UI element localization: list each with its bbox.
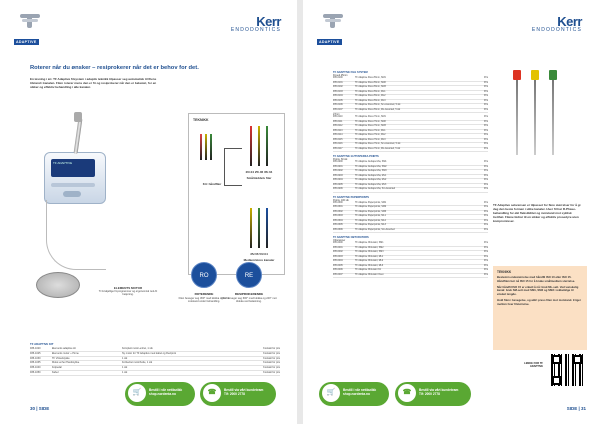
cell-code: 935-1035 <box>30 361 41 365</box>
table-cell: 935-0402 <box>333 251 343 253</box>
section-title: TF ADAPTIVE PAPERPOINTS <box>333 195 370 199</box>
table-cell: 935-0100 <box>333 77 343 79</box>
table-cell: Pris <box>484 188 488 190</box>
table-cell: 935-0406 <box>333 269 343 271</box>
teknikk-title: TEKNIKK <box>497 270 512 274</box>
file-icon <box>210 134 212 160</box>
table-cell: TF Adaptive Paperpoints, SM3 <box>355 210 387 213</box>
table-cell: Pris <box>484 129 488 132</box>
table-row <box>30 371 280 376</box>
table-cell: Pris <box>484 125 488 127</box>
cell-code: 935-1020 <box>30 347 41 350</box>
table-cell: TF Adaptive Files 25mm, SM1 <box>355 77 386 79</box>
table-row <box>333 229 488 234</box>
green-file-shaft <box>552 80 554 155</box>
table-cell: TF Adaptive Obturator, SM2 <box>355 246 384 249</box>
table-cell: Pris <box>484 201 488 204</box>
table-cell: TF Adaptive Paperpoints, SM2 <box>355 206 387 208</box>
section-subtitle: Obturatorer <box>333 239 346 242</box>
left-page <box>0 0 297 424</box>
table-cell: TF Adaptive Guttapercha, SM3 <box>355 170 387 172</box>
table-cell: Pris <box>484 165 488 168</box>
table-cell: Pris <box>484 99 488 102</box>
table-cell: TF Adaptive Files 27mm, ML1 <box>355 129 386 132</box>
table-cell: 935-0116 <box>333 143 343 145</box>
table-cell: TF Adaptive Files 27mm, ML-Assorted, 5 stk <box>355 147 401 150</box>
table-cell: 935-0117 <box>333 147 343 150</box>
table-cell: 935-0407 <box>333 273 343 276</box>
section-subtitle: Points, 100 stk <box>333 198 349 202</box>
table-cell: Pris <box>484 86 488 88</box>
table-cell: TF Adaptive Obturator, SM1 <box>355 242 384 244</box>
team-label: Bestill via vårt kundeteam <box>419 388 459 392</box>
qr-label: LENKE FOR TF ADAPTIVE <box>524 362 543 369</box>
file-icon <box>266 208 268 248</box>
table-cell: Pris <box>484 210 488 213</box>
table-cell: 935-0400 <box>333 242 343 244</box>
table-cell: 935-0201 <box>333 165 343 168</box>
table-cell: TF Adaptive Files 25mm, ML-Assorted, 5 stk <box>355 108 401 111</box>
table-cell: TF Adaptive Paperpoints, ML2 <box>355 219 386 222</box>
tf-badge: ADAPTIVE <box>319 40 340 44</box>
table-cell: TF Adaptive Obturator Kit <box>355 269 381 271</box>
tf-badge: ADAPTIVE <box>16 40 37 44</box>
table-cell: Pris <box>484 269 488 271</box>
table-cell: TF Adaptive Files 27mm, SM1 <box>355 116 386 118</box>
table-cell: 935-0306 <box>333 228 343 231</box>
team-sub: Tlf: 2000 2778 <box>224 392 245 396</box>
tf-adaptive-logo <box>317 14 353 48</box>
table-cell: TF Adaptive Guttapercha, ML2 <box>355 179 387 181</box>
table-cell: 935-0105 <box>333 99 343 102</box>
table-cell: TF Adaptive Paperpoints, SM1 <box>355 201 387 204</box>
table-cell: 935-0304 <box>333 219 343 222</box>
rotating-title: ROTERENDE <box>194 292 214 296</box>
table-cell: Pris <box>484 116 488 118</box>
table-cell: TF Adaptive Guttapercha, ML1 <box>355 174 387 177</box>
sizes-medium: 35/.06 50/.04 <box>250 252 268 256</box>
kit-label: Kit: håndfiler <box>202 182 222 186</box>
reciprocating-title: RESIPROKERENDE <box>234 292 264 296</box>
table-cell: TF Adaptive Guttapercha, ML3 <box>355 183 387 186</box>
table-cell: TF Adaptive Obturator, SM3 <box>355 251 384 253</box>
table-cell: 935-0305 <box>333 224 343 226</box>
shop-button[interactable] <box>125 382 195 406</box>
table-cell: 935-0204 <box>333 179 343 181</box>
table-cell: TF Adaptive Obturator, ML1 <box>355 255 384 258</box>
table-cell: 935-0302 <box>333 210 343 213</box>
table-cell: 935-0303 <box>333 215 343 217</box>
teknikk-p3: Hold filen i bevegelse, og aldri press filen mot motstand. Irriger mellom hver filstørrelse. <box>497 297 581 306</box>
table-cell: 935-0206 <box>333 188 343 190</box>
kerr-sub: ENDODONTICS <box>230 27 281 33</box>
section-subtitle: 27mm <box>333 113 340 116</box>
table-cell: Pris <box>484 95 488 97</box>
small-label: Små/middels filer <box>246 176 272 180</box>
cell-code: 935-1040 <box>30 366 41 370</box>
page-number: SIDE | 31 <box>566 406 586 411</box>
cart-icon: 🛒 <box>128 384 146 402</box>
elements-motor-caption <box>96 286 160 297</box>
sizes-small: 20/.04 25/.06 35/.04 <box>245 170 273 174</box>
table-cell: Pris <box>484 170 488 172</box>
table-cell: 935-0112 <box>333 125 343 127</box>
table-cell: TF Adaptive Paperpoints, ML3 <box>355 224 386 226</box>
device-body <box>44 152 106 204</box>
table-cell: Pris <box>484 77 488 79</box>
table-cell: TF Adaptive Guttapercha, SM2 <box>355 165 387 168</box>
teknikk-box <box>493 266 587 350</box>
cell-desc: 1 stk <box>122 356 128 360</box>
cell-code: 935-1030 <box>30 356 41 360</box>
kerr-logo <box>231 14 281 33</box>
qr-code[interactable] <box>551 354 583 386</box>
table-cell: Pris <box>484 215 488 217</box>
shop-sub: shop.nordenta.no <box>343 392 370 396</box>
cell-name: Kabel <box>52 370 59 374</box>
table-cell: TF Adaptive Files 27mm, SM3 <box>355 125 386 127</box>
intro-text: En løsning i én: TF Adaptive filsystem i adaptiv teknikk tilpasser seg automatisk til filens tilstand i kanalen. Filen roterer mens den er fri og resiprokerer når den er belastet, for en sikker og effektiv behandling i alle kanaler. <box>30 77 157 89</box>
cell-desc: 1 stk <box>122 370 128 374</box>
table-cell: 935-0104 <box>333 95 343 97</box>
table-cell: Pris <box>484 81 488 84</box>
cell-price: Kontakt for pris <box>263 370 280 374</box>
table-cell: TF Adaptive Obturator, ML3 <box>355 264 384 267</box>
table-cell: Pris <box>484 206 488 208</box>
shop-sub: shop.nordenta.no <box>149 392 176 396</box>
table-cell: 935-0401 <box>333 246 343 249</box>
file-icon <box>205 134 207 160</box>
table-cell: Pris <box>484 104 488 106</box>
table-cell: Pris <box>484 255 488 258</box>
file-icon <box>250 126 252 166</box>
table-cell: TF Adaptive Files 25mm, ML1 <box>355 90 386 93</box>
motor-device <box>32 112 110 208</box>
table-cell: TF Adaptive Paperpoints, ML1 <box>355 215 386 217</box>
customer-team-button[interactable] <box>395 382 471 406</box>
phone-icon: ☎ <box>203 384 221 402</box>
table-cell: TF Adaptive Files 27mm, SM2 <box>355 120 386 123</box>
table-cell: 935-0202 <box>333 170 343 172</box>
shop-label: Bestill i vår nettbutikk <box>149 388 183 392</box>
table-cell: 935-0113 <box>333 129 343 132</box>
kit-table <box>30 342 280 376</box>
cell-desc: Ny motor for TF Adaptive med kabel og Reciprok <box>122 351 177 355</box>
file-icon <box>258 208 260 248</box>
table-cell: Pris <box>484 161 488 163</box>
table-cell: Pris <box>484 174 488 177</box>
file-icon <box>266 126 268 166</box>
rotating-mode-icon: RO <box>191 262 217 288</box>
teknikk-p1: Bestemm endestørrelse med håndfil ISO 10 eller ISO 15. Håndfilen bør nå ISO 15 for å bruke små/medium størrelse. <box>497 275 576 283</box>
table-cell: TF Adaptive Files 27mm, ML3 <box>355 138 386 141</box>
kerr-sub: ENDODONTICS <box>531 27 582 33</box>
yellow-file-handle <box>531 70 539 80</box>
table-cell: TF Adaptive Files 27mm, Sm-Assorted, 5 stk <box>355 143 401 145</box>
teknikk-title: TEKNIKK <box>193 118 209 122</box>
cell-name: Elements adaptive kit <box>52 347 76 350</box>
cell-name: TF Vinkelstykke <box>52 356 70 360</box>
table-cell: Pris <box>484 143 488 145</box>
table-cell: Pris <box>484 134 488 136</box>
page-headline: Roterer når du ønsker – resiprokerer når det er behov for det. <box>30 65 199 71</box>
table-cell: Pris <box>484 219 488 222</box>
section-title: TF ADAPTIVE FILE SYSTEM <box>333 71 368 74</box>
table-cell: Pris <box>484 251 488 253</box>
teknikk-p2: Når håndfil ISO 15 er enkelt å nå: bruk ML-sett. Ved vanskelig kanal: bruk SM-sett med SM1, SM2 og SM3 i rekkefølge til ønsket lengde. <box>497 284 579 297</box>
team-sub: Tlf: 2000 2778 <box>419 392 440 396</box>
table-cell: 935-0405 <box>333 264 343 267</box>
table-cell: TF Adaptive Paperpoints, Sm-Assorted <box>355 228 395 231</box>
elements-title: ELEMENTS MOTOR <box>113 286 143 290</box>
teknikk-box <box>188 113 285 275</box>
shop-button[interactable] <box>319 382 389 406</box>
file-icon <box>200 134 202 160</box>
table-cell: TF Adaptive Files 25mm, SM2 <box>355 81 386 84</box>
cell-name: Elements motor + Pinne <box>52 351 79 355</box>
table-cell: 935-0111 <box>333 120 343 123</box>
table-row <box>333 188 488 193</box>
file-icon <box>250 208 252 248</box>
table-cell: Pris <box>484 228 488 231</box>
table-cell: 935-0300 <box>333 201 343 204</box>
shop-label: Bestill i vår nettbutikk <box>343 388 377 392</box>
table-cell: Pris <box>484 108 488 111</box>
table-cell: 935-0101 <box>333 81 343 84</box>
table-row <box>333 274 488 279</box>
table-cell: 935-0110 <box>333 116 343 118</box>
table-cell: TF Adaptive Files 27mm, ML2 <box>355 134 386 136</box>
table-cell: TF Adaptive Files 25mm, ML3 <box>355 99 386 102</box>
table-cell: TF Adaptive Guttapercha, SM1 <box>355 161 387 163</box>
table-cell: Pris <box>484 147 488 150</box>
table-cell: Pris <box>484 264 488 267</box>
table-cell: 935-0404 <box>333 260 343 262</box>
table-cell: Pris <box>484 120 488 123</box>
table-cell: 935-0115 <box>333 138 343 141</box>
right-page <box>303 0 600 424</box>
table-cell: 935-0403 <box>333 255 343 258</box>
table-cell: TF Adaptive Files 25mm, Sm-Assorted, 5 stk <box>355 104 401 106</box>
file-icon <box>258 126 260 166</box>
table-cell: TF Adaptive Files 25mm, SM3 <box>355 86 386 88</box>
team-label: Bestill via vårt kundeteam <box>224 388 264 392</box>
page-number: 30 | SIDE <box>30 406 50 411</box>
description-text: TF Adaptive sekvensen er tilpasset for flere størrelser for å gi deg den beste formen i ulike kanaler. Hver fil har R-Phase-behandling for økt fleksibilitet og motstand mot syklisk tretthet. Filene bidrar til en sikker og effektiv prosedyre uten kompromisser. <box>493 203 581 223</box>
section-subtitle: Points, 60 stk <box>333 158 348 161</box>
table-cell: TF Adaptive Guttapercha, Sm-Assorted <box>355 188 396 190</box>
table-cell: TF Adaptive Obturator, ML2 <box>355 260 384 262</box>
section-title: TF ADAPTIVE GUTTAPERKA POINTS <box>333 155 379 158</box>
cell-code: 935-1050 <box>30 370 41 374</box>
reciprocating-desc: Filen beveger seg 600° med klokka og 240° mot klokka ved belastning. <box>221 297 277 304</box>
kerr-logo <box>532 14 582 33</box>
kerr-brand: Kerr <box>256 14 281 29</box>
green-file-handle <box>549 70 557 80</box>
cell-code: 935-1025 <box>30 351 41 355</box>
section-subtitle: Fil-sett 25mm <box>333 74 348 77</box>
table-cell: TF Adaptive Obturator Oven <box>355 273 384 276</box>
cell-desc: 1 stk <box>122 366 128 370</box>
bracket <box>224 148 242 186</box>
cell-price: Kontakt for pris <box>263 356 280 360</box>
table-cell: Pris <box>484 179 488 181</box>
table-cell: Pris <box>484 273 488 276</box>
table-cell: 935-0102 <box>333 86 343 88</box>
kerr-brand: Kerr <box>557 14 582 29</box>
table-cell: Pris <box>484 90 488 93</box>
table-cell: 935-0301 <box>333 206 343 208</box>
tf-adaptive-logo <box>14 14 50 48</box>
table-cell: 935-0107 <box>333 108 343 111</box>
table-cell: 935-0106 <box>333 104 343 106</box>
yellow-file-shaft <box>534 80 536 155</box>
red-file-shaft <box>516 80 518 155</box>
red-file-handle <box>513 70 521 80</box>
cell-desc: Forbedret motorhode, 1 stk <box>122 361 153 365</box>
table-cell: TF Adaptive Files 25mm, ML2 <box>355 95 386 97</box>
table-cell: 935-0103 <box>333 90 343 93</box>
phone-icon: ☎ <box>398 384 416 402</box>
table-row <box>333 148 488 153</box>
device-screen: TF ADAPTIVE <box>51 159 95 177</box>
customer-team-button[interactable] <box>200 382 276 406</box>
cell-name: Motor-enhet Handstykke <box>52 361 80 365</box>
section-title: TF ADAPTIVE OBTURATORS <box>333 236 369 239</box>
foot-pedal <box>36 272 80 298</box>
rotating-desc: Filen beveger seg 360° med klokka og fri for motstand under behandling. <box>178 297 230 304</box>
table-cell: 935-0203 <box>333 174 343 177</box>
kit-table-header: TF ADAPTIVE KIT <box>30 342 54 346</box>
table-cell: 935-0200 <box>333 161 343 163</box>
table-cell: Pris <box>484 138 488 141</box>
medium-label: Medium/store kanaler <box>243 258 275 262</box>
elements-desc: Ti forskjellige fil-programmer og ergonomisk nett-fri betjening. <box>98 290 158 297</box>
cell-desc: Komplett motor-enhet, 1 stk <box>122 347 153 350</box>
table-cell: Pris <box>484 246 488 249</box>
reciprocating-mode-icon: RE <box>236 262 262 288</box>
table-cell: 935-0114 <box>333 134 343 136</box>
product-table <box>333 68 488 278</box>
cell-price: Kontakt for pris <box>263 366 280 370</box>
cell-price: Kontakt for pris <box>263 351 280 355</box>
table-cell: 935-0205 <box>333 183 343 186</box>
cell-price: Kontakt for pris <box>263 347 280 350</box>
table-cell: Pris <box>484 260 488 262</box>
cell-price: Kontakt for pris <box>263 361 280 365</box>
cart-icon: 🛒 <box>322 384 340 402</box>
table-cell: Pris <box>484 224 488 226</box>
file-tips-image <box>499 66 589 161</box>
table-cell: Pris <box>484 242 488 244</box>
table-cell: Pris <box>484 183 488 186</box>
cell-name: Fotpedal <box>52 366 62 370</box>
